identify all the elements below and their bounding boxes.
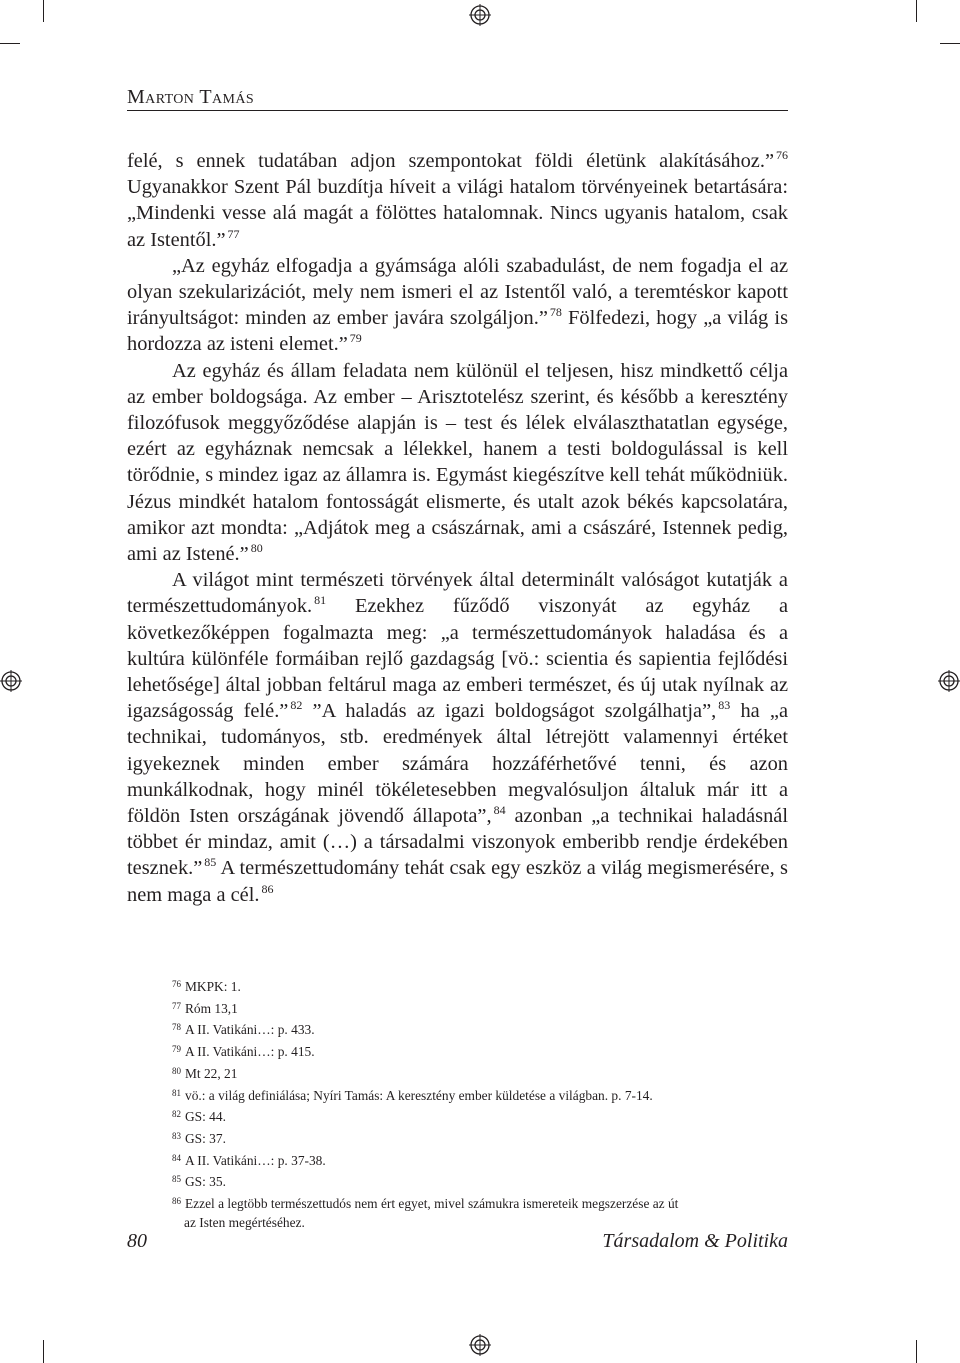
footnote-ref[interactable]: 76 bbox=[776, 148, 788, 162]
page-number: 80 bbox=[127, 1230, 147, 1252]
paragraph-3: Az egyház és állam feladata nem különül el teljesen, hisz mindkettő célja az ember boldogsága. Az ember – Arisztotelész szerint, és később a keresztény filozófusok meggyőződése alapján is – test és lélek elválaszthatatlan egysége, ezért az egyháznak nemcsak a lélekkel, hanem a testi boldogulással is kell törődnie, s mindez igaz az államra is. Egymást kiegészítve kell tehát működniük. Jézus mindkét hatalom fontosságát elismerte, és utalt azok békés kapcsolatára, amikor azt mondta: „Adjátok meg a császárnak, ami a császáré, Istennek pedig, ami az Istené.” $^{80}$ bbox=[127, 359, 788, 566]
footnote-ref[interactable]: 85 bbox=[204, 855, 217, 870]
paragraph-1: felé, s ennek tudatában adjon szempontokat földi életünk alakításához.” $^{76}$ Ugyanakkor Szent Pál buzdítja híveit a világi hatalom törvényeinek betartására: „Mindenki vesse alá magát a fölöttes hatalomnak. Nincs ugyanis hatalom, csak az Istentől.” $^{77}$ bbox=[127, 148, 788, 251]
footnote-item: $^{79}$ A II. Vatikáni…: p. 415. bbox=[172, 1044, 315, 1060]
footnote-item: $^{84}$ A II. Vatikáni…: p. 37-38. bbox=[172, 1152, 326, 1168]
journal-title: Társadalom & Politika bbox=[602, 1230, 788, 1252]
registration-mark-icon bbox=[469, 1334, 491, 1356]
footnote-ref[interactable]: 86 bbox=[261, 881, 274, 896]
footnotes bbox=[172, 975, 772, 1232]
footnote-ref[interactable]: 83 bbox=[718, 698, 731, 713]
registration-mark-icon bbox=[938, 670, 960, 692]
footnote-item: $^{77}$ Róm 13,1 bbox=[172, 1000, 238, 1016]
footnote-item: $^{81}$ vö.: a világ definiálása; Nyíri Tamás: A keresztény ember küldetése a világban. p. 7-14. bbox=[172, 1087, 653, 1103]
footnote-item: $^{80}$ Mt 22, 21 bbox=[172, 1065, 238, 1081]
footnote-item: $^{76}$ MKPK: 1. bbox=[172, 979, 241, 994]
header-rule bbox=[127, 110, 788, 111]
footnote-ref[interactable]: 78 bbox=[549, 305, 562, 320]
crop-mark-top-right-v bbox=[916, 0, 917, 22]
footnote-ref[interactable]: 79 bbox=[349, 331, 362, 346]
body-text bbox=[127, 148, 788, 908]
paragraph-4: A világot mint természeti törvények által determinált valóságot kutatják a természettudományok. $^{81}$ Ezekhez fűződő viszonyát az egyház a következőképpen fogalmazta meg: „a természettudományok haladása és a kultúra különféle formáiban rejlő gazdagság [vö.: scientia és sapientia fejlődési lehetősége] által jobban feltárul maga az emberi természet, és új utak nyílnak az igazságosság felé.” $^{82}$ ”A haladás az igazi boldogságot szolgálhatja”, $^{83}$ ha „a technikai, tudományos, stb. eredmények által létrejött valamennyi értéket igyekeznek minden ember számára hozzáférhetővé tenni, és azon munkálkodnak, hogy minél tökéletesebben megvalósuljon általuk már itt a földön Isten országának jövendő állapota”, $^{84}$ azonban „a technikai haladásnál többet ér mindaz, amit (…) a társadalmi viszonyok emberibb rendje érdekében tesznek.” $^{85}$ A természettudomány tehát csak egy eszköz a világ megismerésére, s nem maga a cél. $^{86}$ bbox=[127, 569, 788, 906]
registration-mark-icon bbox=[0, 670, 22, 692]
registration-mark-icon bbox=[469, 4, 491, 26]
crop-mark-bottom-left-v bbox=[43, 1340, 44, 1363]
paragraph-2: „Az egyház elfogadja a gyámsága alóli szabadulást, de nem fogadja el az olyan szekularizációt, mely nem ismeri el az Istentől való, a teremtéskor kapott irányultságot: minden az ember javára szolgáljon.” $^{78}$ Fölfedezi, hogy „a világ is hordozza az isteni elemet.” $^{79}$ bbox=[127, 254, 788, 356]
footnote-item: $^{85}$ GS: 35. bbox=[172, 1174, 226, 1190]
footnote-ref[interactable]: 82 bbox=[290, 698, 303, 713]
crop-mark-bottom-right-v bbox=[916, 1340, 917, 1363]
footnote-item: $^{83}$ GS: 37. bbox=[172, 1130, 226, 1146]
footnote-item: $^{86}$ Ezzel a legtöbb természettudós nem ért egyet, mivel számukra ismereteik megszerzése az út az Isten megértéséhez. bbox=[172, 1192, 772, 1232]
crop-mark-top-left bbox=[0, 43, 20, 44]
footnote-item: $^{82}$ GS: 44. bbox=[172, 1109, 226, 1125]
running-head: Marton Tamás bbox=[127, 86, 255, 108]
footnote-item: $^{78}$ A II. Vatikáni…: p. 433. bbox=[172, 1022, 315, 1038]
footnote-ref[interactable]: 77 bbox=[227, 226, 240, 241]
footnote-ref[interactable]: 84 bbox=[493, 803, 506, 818]
footnote-ref[interactable]: 80 bbox=[250, 541, 263, 556]
crop-mark-top-right bbox=[940, 43, 960, 44]
footnote-continuation: az Isten megértéséhez. bbox=[184, 1214, 305, 1230]
footnote-ref[interactable]: 81 bbox=[314, 593, 327, 608]
crop-mark-top-left-v bbox=[43, 0, 44, 22]
